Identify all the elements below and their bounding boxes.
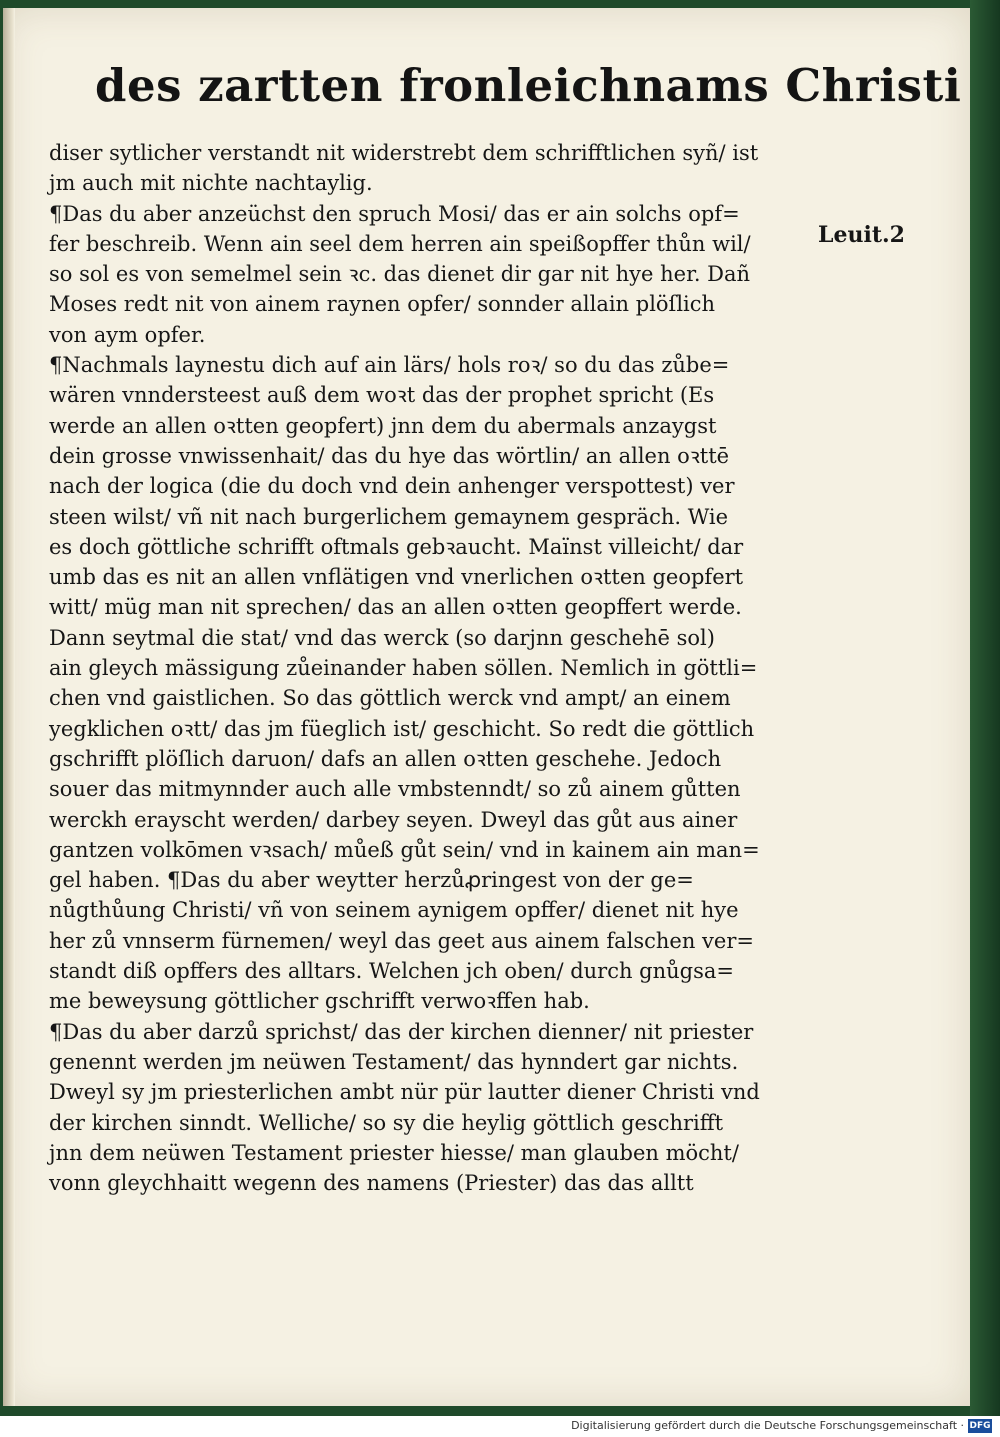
text-line: witt/ müg man nit sprechen/ das an allen oꝛtten geopffert werde. xyxy=(49,595,742,620)
text-line: werde an allen oꝛtten geopfert) jnn dem du abermals anzaygst xyxy=(49,413,717,438)
book-page xyxy=(3,8,970,1406)
text-line: diser sytlicher verstandt nit widerstrebt dem schrifftlichen syñ/ ist xyxy=(49,141,759,165)
text-line: ¶Das du aber anzeüchst den spruch Mosi/ das er ain solchs opf= xyxy=(49,201,740,226)
page-edge xyxy=(970,0,1000,1416)
text-line: jnn dem neüwen Testament priester hiesse/ man glauben möcht/ xyxy=(49,1140,739,1165)
text-line: genennt werden jm neüwen Testament/ das hynndert gar nichts. xyxy=(49,1049,739,1074)
text-line: nach der logica (die du doch vnd dein anhenger verspottest) ver xyxy=(49,474,735,499)
text-line: es doch göttliche schrifft oftmals gebꝛaucht. Maïnst villeicht/ dar xyxy=(49,534,744,559)
text-line: Dann seytmal die stat/ vnd das werck (so darjnn geschehē sol) xyxy=(49,625,715,650)
running-head: des zartten fronleichnams Christi xyxy=(95,59,962,112)
page-binding-shadow xyxy=(3,8,15,1406)
footer-bar xyxy=(0,1416,1000,1437)
text-line: chen vnd gaistlichen. So das göttlich werck vnd ampt/ an einem xyxy=(49,686,731,711)
text-line: fer beschreib. Wenn ain seel dem herren ain speißopffer thůn wil/ xyxy=(49,231,751,256)
text-line: gschrifft plöſlich daruon/ dafs an allen oꝛtten geschehe. Jedoch xyxy=(49,746,722,771)
text-line: ain gleych mässigung zůeinander haben söllen. Nemlich in göttli= xyxy=(49,656,758,681)
body-text xyxy=(49,138,809,1198)
text-line: ¶Das du aber darzů sprichst/ das der kirchen dienner/ nit priester xyxy=(49,1019,754,1044)
text-line: standt diß opffers des alltars. Welchen jch oben/ durch gnůgsa= xyxy=(49,959,734,984)
text-line: vonn gleychhaitt wegenn des namens (Priester) das das alltt xyxy=(49,1171,694,1196)
text-line: umb das es nit an allen vnflätigen vnd vnerlichen oꝛtten geopfert xyxy=(49,565,744,590)
text-line: werckh erayscht werden/ darbey seyen. Dweyl das gůt aus ainer xyxy=(49,807,738,832)
text-line: ¶Nachmals laynestu dich auf ain lärs/ hols roꝛ/ so du das zůbe= xyxy=(49,353,730,378)
text-line: yegklichen oꝛtt/ das jm füeglich ist/ geschicht. So redt die göttlich xyxy=(49,716,755,741)
text-line: der kirchen sinndt. Welliche/ so sy die heylig göttlich geschrifft xyxy=(49,1110,724,1135)
text-line: nůgthůung Christi/ vñ von seinem aynigem opffer/ dienet nit hye xyxy=(49,898,739,923)
text-line: wären vnnderstееst auß dem woꝛt das der prophet spricht (Es xyxy=(49,383,715,408)
text-line: me beweysung göttlicher gschrifft verwoꝛffen hab. xyxy=(49,989,590,1014)
dfg-logo-icon: DFG xyxy=(969,1421,991,1431)
text-line: jm auch mit nichte nachtaylig. xyxy=(49,171,373,196)
margin-note: Leuit.2 xyxy=(818,222,905,248)
funding-credit: Digitalisierung gefördert durch die Deutsche Forschungsgemeinschaft · xyxy=(571,1419,964,1432)
text-line: so sol es von semelmel sein ꝛc. das dienet dir gar nit hye her. Dañ xyxy=(49,262,751,287)
text-line: von aym opfer. xyxy=(49,322,206,347)
text-line: Moses redt nit von ainem raynen opfer/ sonnder allain plöſlich xyxy=(49,292,716,317)
text-line: her zů vnnserm fürnemen/ weyl das geet aus ainem falschen ver= xyxy=(49,928,754,953)
text-line: dein grosse vnwissenhait/ das du hye das wörtlin/ an allen oꝛttē xyxy=(49,443,730,468)
text-line: souer das mitmynnder auch alle vmbstenndt/ so zů ainem gůtten xyxy=(49,777,741,802)
text-line: gantzen volkōmen vꝛsach/ můeß gůt sein/ vnd in kainem ain man= xyxy=(49,837,760,862)
text-line: Dweyl sy jm priesterlichen ambt nür pür lautter diener Christi vnd xyxy=(49,1080,760,1105)
text-line: steen wilst/ vñ nit nach burgerlichem gemaynem gespräch. Wie xyxy=(49,504,729,529)
text-line: gel haben. ¶Das du aber weytter herzůꝓringest von der ge= xyxy=(49,868,694,893)
